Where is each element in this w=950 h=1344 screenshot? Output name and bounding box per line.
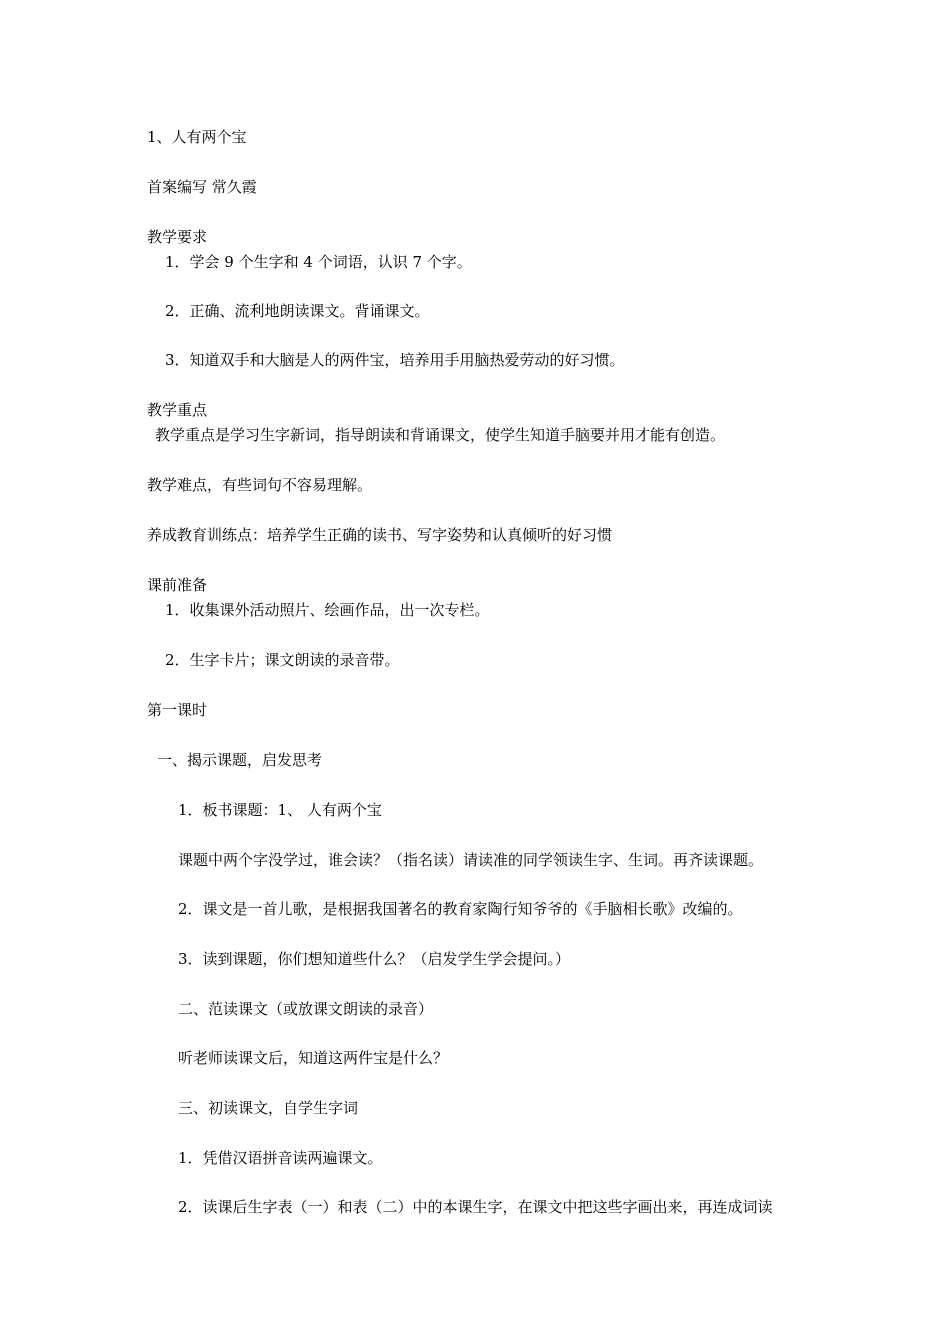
preparation-item-2: 2．生字卡片；课文朗读的录音带。: [165, 651, 400, 669]
requirement-item-1: 1．学会 9 个生字和 4 个词语，认识 7 个字。: [165, 253, 472, 271]
section-1-paragraph: 课题中两个字没学过，谁会读？（指名读）请读准的同学领读生字、生词。再齐读课题。: [178, 851, 764, 869]
difficulty-text: 教学难点，有些词句不容易理解。: [147, 476, 373, 494]
section-3-heading: 三、初读课文，自学生字词: [178, 1099, 359, 1117]
author-line: 首案编写 常久霞: [147, 178, 257, 196]
requirement-item-3: 3．知道双手和大脑是人的两件宝，培养用手用脑热爱劳动的好习惯。: [165, 351, 625, 369]
key-points-heading: 教学重点: [147, 401, 208, 419]
section-1-item-3: 3．读到课题，你们想知道些什么？（启发学生学会提问。）: [178, 950, 571, 968]
habit-text: 养成教育训练点：培养学生正确的读书、写字姿势和认真倾听的好习惯: [147, 526, 613, 544]
section-2-heading: 二、范读课文（或放课文朗读的录音）: [178, 1000, 434, 1018]
section-3-item-2: 2．读课后生字表（一）和表（二）中的本课生字，在课文中把这些字画出来，再连成词读: [178, 1198, 773, 1216]
lesson-one-heading: 第一课时: [147, 701, 208, 719]
requirements-heading: 教学要求: [147, 228, 208, 246]
section-1-item-2: 2．课文是一首儿歌，是根据我国著名的教育家陶行知爷爷的《手脑相长歌》改编的。: [178, 900, 743, 918]
preparation-heading: 课前准备: [147, 576, 208, 594]
document-title: 1、人有两个宝: [147, 128, 247, 146]
preparation-item-1: 1．收集课外活动照片、绘画作品，出一次专栏。: [165, 601, 490, 619]
key-points-text: 教学重点是学习生字新词，指导朗读和背诵课文，使学生知道手脑要并用才能有创造。: [155, 426, 726, 444]
requirement-item-2: 2．正确、流利地朗读课文。背诵课文。: [165, 302, 430, 320]
section-1-heading: 一、揭示课题，启发思考: [157, 751, 323, 769]
section-2-paragraph: 听老师读课文后，知道这两件宝是什么？: [178, 1049, 449, 1067]
section-1-item-1: 1．板书课题：1、 人有两个宝: [178, 801, 382, 819]
section-3-item-1: 1．凭借汉语拼音读两遍课文。: [178, 1149, 383, 1167]
